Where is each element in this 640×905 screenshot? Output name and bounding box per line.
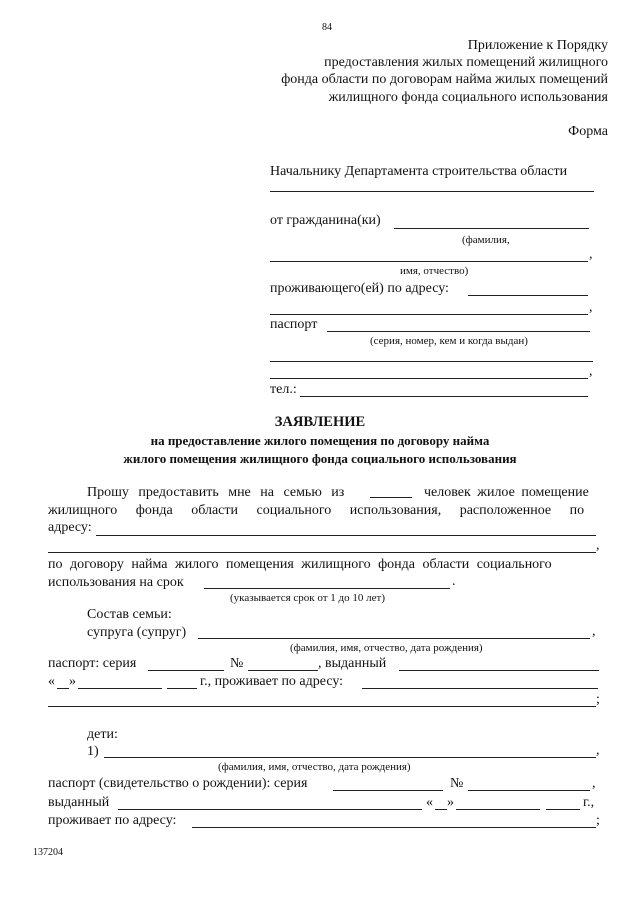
contract-text-1: по договору найма жилого помещения жилищного фонда области социального — [48, 557, 552, 572]
quote-close-1: » — [69, 674, 76, 689]
term-field[interactable] — [204, 588, 450, 589]
hint-passport: (серия, номер, кем и когда выдан) — [370, 335, 528, 347]
document-subtitle-2: жилого помещения жилищного фонда социального использования — [123, 451, 517, 466]
child-1-field[interactable] — [104, 757, 596, 758]
passport-series-label: паспорт: серия — [48, 656, 137, 671]
spouse-field[interactable] — [198, 638, 590, 639]
contract-text-2: использования на срок — [48, 575, 184, 590]
residing-label: проживающего(ей) по адресу: — [270, 281, 449, 296]
children-label: дети: — [87, 727, 118, 742]
child-issued-label: выданный — [48, 795, 110, 810]
hint-surname: (фамилия, — [462, 234, 510, 246]
comma-4: , — [596, 538, 600, 553]
addressee-line-1[interactable] — [270, 191, 594, 192]
address-field[interactable] — [468, 295, 588, 296]
phone-field[interactable] — [300, 396, 588, 397]
comma-2: , — [589, 300, 593, 315]
spouse-label: супруга (супруг) — [87, 625, 187, 640]
passport-label: паспорт — [270, 317, 318, 332]
appendix-line-3: фонда области по договорам найма жилых помещений — [281, 72, 608, 87]
property-address-field[interactable] — [96, 535, 596, 536]
address-continuation-field[interactable] — [270, 314, 588, 315]
comma-7: , — [592, 776, 596, 791]
appendix-line-1: Приложение к Порядку — [467, 38, 608, 53]
quote-close-2: » — [447, 795, 454, 810]
child-doc-series-field[interactable] — [333, 790, 443, 791]
child-doc-number-field[interactable] — [468, 790, 590, 791]
birth-cert-label: паспорт (свидетельство о рождении): серия — [48, 776, 308, 791]
spouse-issued-by-field[interactable] — [399, 670, 599, 671]
form-label: Форма — [568, 124, 608, 139]
spouse-address-field-2[interactable] — [48, 706, 596, 707]
period-1: . — [452, 574, 456, 589]
semicolon-1: ; — [596, 692, 600, 707]
hint-name: имя, отчество) — [400, 265, 469, 277]
year-short: г., — [583, 795, 595, 810]
addressee-to: Начальнику Департамента строительства области — [270, 164, 568, 179]
appendix-line-2: предоставления жилых помещений жилищного — [324, 55, 608, 70]
quote-open-1: « — [48, 674, 55, 689]
child-resides-label: проживает по адресу: — [48, 813, 177, 828]
property-address-field-2[interactable] — [48, 552, 596, 553]
number-sign: № — [230, 656, 244, 671]
comma-5: , — [592, 624, 596, 639]
comma-6: , — [596, 743, 600, 758]
year-suffix-1: г., проживает по адресу: — [200, 674, 344, 689]
child-issue-year-field[interactable] — [546, 809, 580, 810]
quote-open-2: « — [426, 795, 433, 810]
spouse-passport-number-field[interactable] — [248, 670, 318, 671]
from-name-field[interactable] — [394, 228, 589, 229]
request-text-2: человек жилое помещение — [424, 485, 589, 500]
comma-3: , — [589, 364, 593, 379]
spouse-passport-series-field[interactable] — [148, 670, 224, 671]
child-issue-day-field[interactable] — [435, 809, 447, 810]
request-text-3: жилищного фонда области социального использования, расположенное по — [48, 503, 585, 518]
hint-spouse: (фамилия, имя, отчество, дата рождения) — [290, 642, 483, 654]
document-subtitle-1: на предоставление жилого помещения по договору найма — [150, 433, 490, 448]
phone-label: тел.: — [270, 382, 297, 397]
child-issue-month-field[interactable] — [456, 809, 540, 810]
spouse-issue-year-field[interactable] — [167, 688, 197, 689]
request-text-1: Прошу предоставить мне на семью из — [87, 485, 345, 500]
from-label: от гражданина(ки) — [270, 213, 381, 228]
family-label: Состав семьи: — [87, 607, 172, 622]
passport-field[interactable] — [327, 331, 590, 332]
child-issued-by-field[interactable] — [118, 809, 422, 810]
address-label: адресу: — [48, 520, 92, 535]
number-sign-2: № — [450, 776, 464, 791]
hint-child: (фамилия, имя, отчество, дата рождения) — [218, 761, 411, 773]
document-title: ЗАЯВЛЕНИЕ — [274, 414, 366, 430]
spouse-address-field[interactable] — [362, 688, 598, 689]
footer-code: 137204 — [33, 847, 63, 858]
passport-continuation-field[interactable] — [270, 361, 593, 362]
passport-continuation-field-2[interactable] — [270, 378, 588, 379]
page-number: 84 — [322, 22, 332, 33]
spouse-issue-month-field[interactable] — [78, 688, 162, 689]
appendix-line-4: жилищного фонда социального использования — [328, 90, 608, 105]
spouse-issue-day-field[interactable] — [57, 688, 69, 689]
comma-1: , — [589, 247, 593, 262]
issued-label-1: , выданный — [318, 656, 387, 671]
child-address-field[interactable] — [192, 827, 596, 828]
child-1-label: 1) — [87, 744, 99, 759]
hint-term: (указывается срок от 1 до 10 лет) — [230, 592, 385, 604]
semicolon-2: ; — [596, 813, 600, 828]
name-continuation-field[interactable] — [270, 261, 588, 262]
family-size-field[interactable] — [370, 497, 412, 498]
